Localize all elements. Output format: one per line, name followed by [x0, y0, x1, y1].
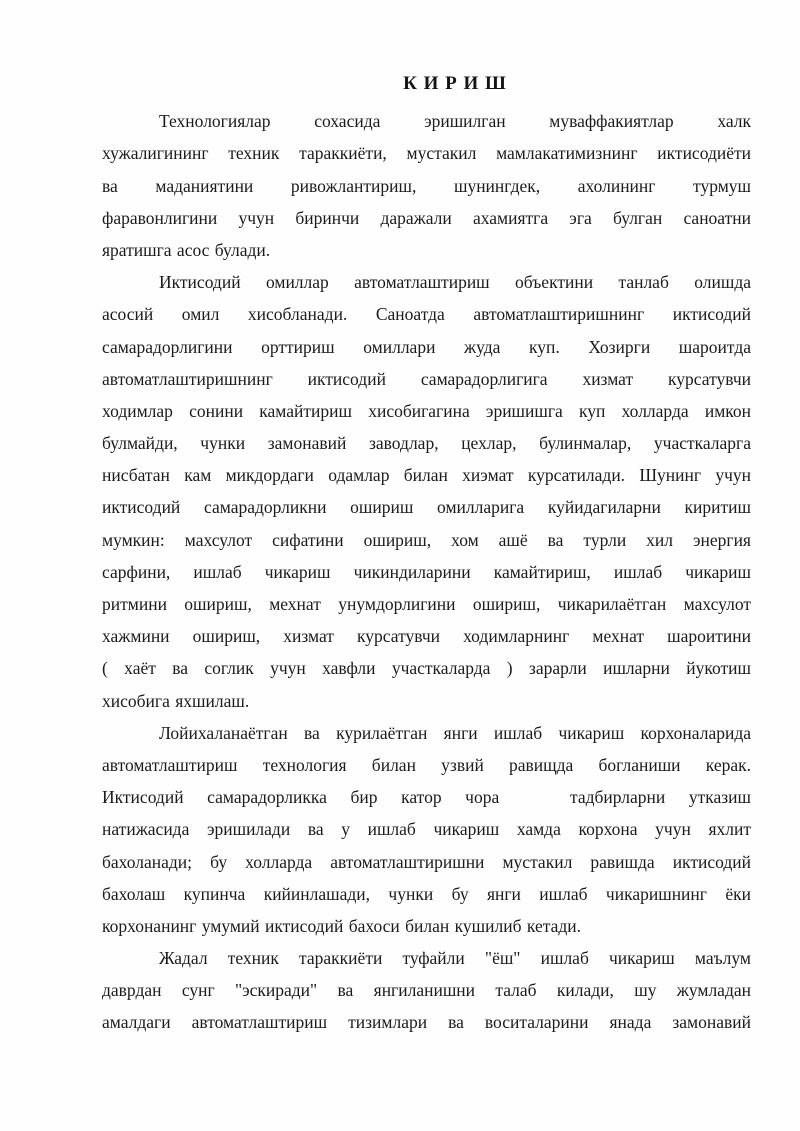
- text-line: хажмини ошириш, хизмат курсатувчи ходимларнинг мехнат шароитини: [102, 626, 751, 647]
- text-line: даврдан сунг "эскиради" ва янгиланишни талаб килади, шу жумладан: [102, 980, 751, 1001]
- text-line: Лойихаланаётган ва курилаётган янги ишлаб чикариш корхоналарида: [159, 722, 751, 743]
- text-line: Иктисодий омиллар автоматлаштириш объектини танлаб олишда: [159, 272, 751, 293]
- text-line: мумкин: махсулот сифатини ошириш, хом ашё ва турли хил энергия: [102, 529, 751, 550]
- text-line: автоматлаштиришнинг иктисодий самарадорлигига хизмат курсатувчи: [102, 368, 751, 389]
- text-line: бахолаш купинча кийинлашади, чунки бу янги ишлаб чикаришнинг ёки: [102, 883, 751, 904]
- text-line: Технологиялар сохасида эришилган муваффакиятлар халк: [159, 111, 751, 132]
- text-line: автоматлаштириш технология билан узвий равищда богланиши керак.: [102, 754, 751, 775]
- text-line: фаравонлигини учун биринчи даражали ахамиятга эга булган саноатни: [102, 207, 751, 228]
- text-line: Иктисодий самарадорликка бир катор чора тадбирларни утказиш: [102, 787, 751, 808]
- page-title: К И Р И Ш: [403, 73, 507, 94]
- text-line: иктисодий самарадорликни ошириш омилларига куйидагиларни киритиш: [102, 497, 751, 518]
- text-line: ва маданиятини ривожлантириш, шунингдек, ахолининг турмуш: [102, 175, 751, 196]
- text-line: ритмини ошириш, мехнат унумдорлигини ошириш, чикарилаётган махсулот: [102, 594, 751, 615]
- text-line: хужалигининг техник тараккиёти, мустакил мамлакатимизнинг иктисодиёти: [102, 143, 751, 164]
- text-line: яратишга асос булади.: [102, 239, 271, 260]
- text-line: хисобига яхшилаш.: [102, 690, 250, 711]
- text-line: Жадал техник тараккиёти туфайли "ёш" ишлаб чикариш маълум: [159, 948, 751, 969]
- text-line: сарфини, ишлаб чикариш чикиндиларини камайтириш, ишлаб чикариш: [102, 561, 751, 582]
- text-line: булмайди, чунки замонавий заводлар, цехлар, булинмалар, участкаларга: [102, 433, 751, 454]
- text-line: нисбатан кам микдордаги одамлар билан хиэмат курсатилади. Шунинг учун: [102, 465, 751, 486]
- text-line: асосий омил хисобланади. Саноатда автоматлаштиришнинг иктисодий: [102, 304, 751, 325]
- text-line: бахоланади; бу холларда автоматлаштиришни мустакил равишда иктисодий: [102, 851, 751, 872]
- text-line: натижасида эришилади ва у ишлаб чикариш хамда корхона учун яхлит: [102, 819, 751, 840]
- text-line: ( хаёт ва соглик учун хавфли участкаларда ) зарарли ишларни йукотиш: [102, 658, 751, 679]
- document-body: [102, 105, 751, 1038]
- text-line: ходимлар сонини камайтириш хисобигагина эришишга куп холларда имкон: [102, 400, 751, 421]
- text-line: корхонанинг умумий иктисодий бахоси билан кушилиб кетади.: [102, 915, 581, 936]
- text-line: амалдаги автоматлаштириш тизимлари ва воситаларини янада замонавий: [102, 1012, 751, 1033]
- text-line: самарадорлигини орттириш омиллари жуда куп. Хозирги шароитда: [102, 336, 751, 357]
